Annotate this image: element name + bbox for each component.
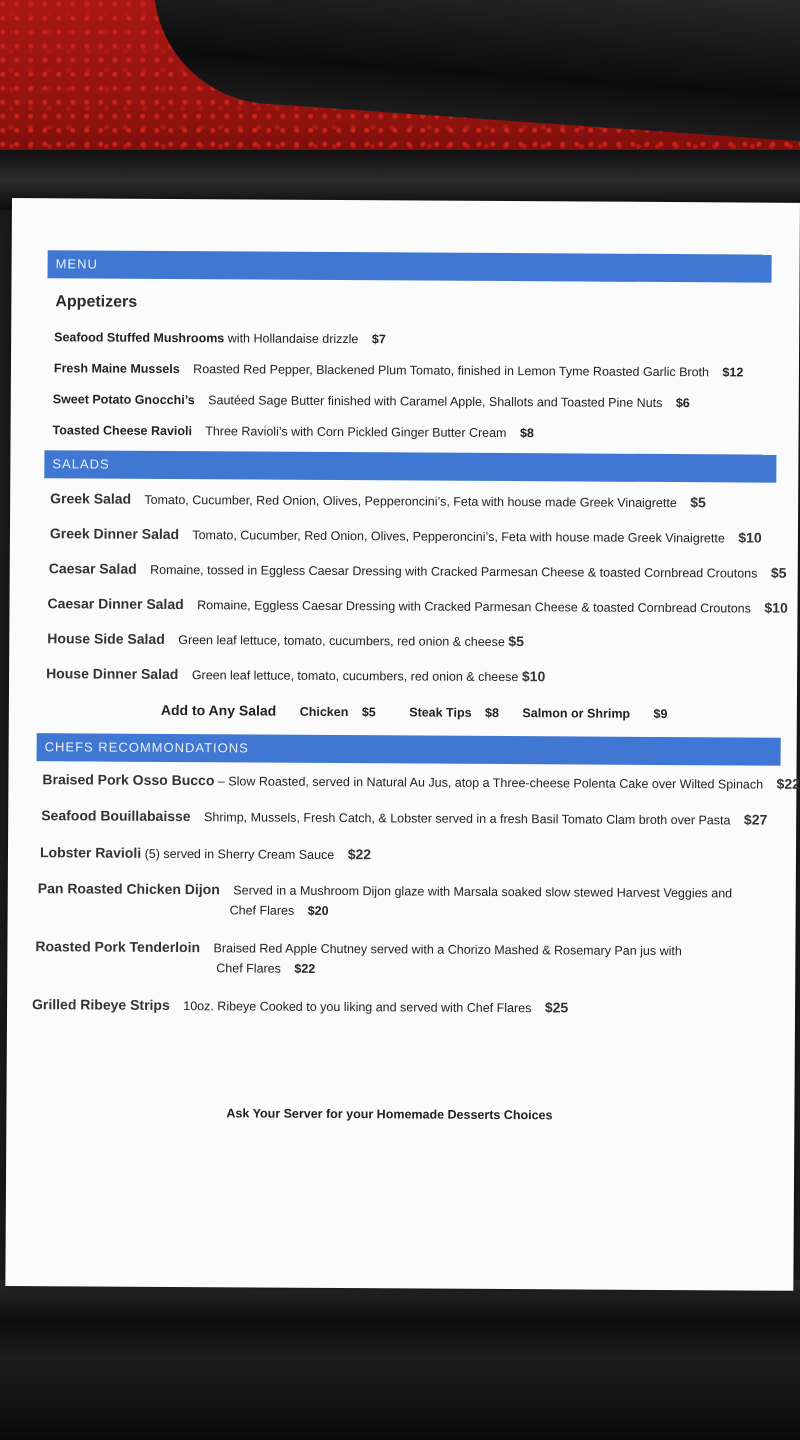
add-option-name: Salmon or Shrimp [522, 706, 631, 721]
item-desc: Green leaf lettuce, tomato, cucumbers, red onion & cheese [191, 668, 519, 685]
chef-item-continued [230, 903, 329, 918]
chef-item [41, 807, 767, 827]
item-name: Roasted Pork Tenderloin [35, 938, 201, 956]
chef-item-continued [216, 961, 315, 976]
appetizer-item [53, 392, 690, 410]
item-price: $6 [675, 396, 690, 411]
item-price: $22 [776, 775, 800, 792]
item-desc: Three Ravioli’s with Corn Pickled Ginger Butter Cream [205, 424, 507, 441]
item-desc: 10oz. Ribeye Cooked to you liking and served with Chef Flares [183, 999, 532, 1016]
item-name: Seafood Bouillabaisse [41, 807, 191, 825]
chef-item [40, 844, 371, 862]
item-name: House Dinner Salad [46, 665, 179, 683]
item-name: Pan Roasted Chicken Dijon [37, 880, 220, 898]
item-price: $25 [544, 999, 569, 1016]
salad-item [50, 525, 762, 545]
chef-item [35, 938, 682, 958]
appetizer-item [54, 330, 386, 346]
item-desc: Braised Red Apple Chutney served with a Chorizo Mashed & Rosemary Pan jus with [213, 941, 682, 959]
item-price: $5 [508, 633, 524, 650]
salad-item [46, 665, 545, 684]
add-to-salad-label: Add to Any Salad [160, 701, 277, 719]
item-name: Seafood Stuffed Mushrooms [54, 330, 225, 346]
item-name: Fresh Maine Mussels [53, 361, 180, 377]
section-header-menu: MENU [48, 250, 772, 282]
chef-item [38, 880, 732, 900]
item-name: Toasted Cheese Ravioli [52, 423, 193, 439]
item-name: Caesar Salad [48, 560, 137, 577]
item-name: Grilled Ribeye Strips [32, 996, 170, 1013]
salad-item [47, 630, 524, 649]
item-desc: (5) served in Sherry Cream Sauce [144, 846, 335, 862]
add-option-price: $8 [485, 705, 499, 720]
desserts-note: Ask Your Server for your Homemade Desserts Choices [226, 1106, 553, 1123]
add-option-name: Chicken [299, 704, 349, 720]
section-header-chefs-recommendations: CHEFS RECOMMONDATIONS [37, 733, 781, 766]
menu-folder-bottom-edge [0, 1280, 800, 1440]
item-desc-line2: Chef Flares [216, 961, 281, 976]
item-desc: Tomato, Cucumber, Red Onion, Olives, Pepperoncini’s, Feta with house made Greek Vinaigrette [144, 492, 677, 511]
add-option-price: $9 [653, 706, 668, 722]
item-price: $10 [738, 529, 762, 546]
item-desc: Tomato, Cucumber, Red Onion, Olives, Pepperoncini’s, Feta with house made Greek Vinaigrette [192, 528, 725, 546]
item-price: $22 [347, 846, 372, 863]
item-desc: Shrimp, Mussels, Fresh Catch, & Lobster served in a fresh Basil Tomato Clam broth over Pasta [204, 810, 731, 828]
appetizers-heading: Appetizers [55, 293, 138, 311]
appetizer-item [53, 423, 534, 440]
salad-item [47, 595, 787, 616]
item-desc: – Slow Roasted, served in Natural Au Jus, atop a Three-cheese Polenta Cake over Wilted Spinach [217, 774, 764, 792]
item-price: $10 [521, 668, 546, 685]
item-price: $5 [770, 564, 787, 581]
item-desc: Green leaf lettuce, tomato, cucumbers, red onion & cheese [178, 633, 505, 650]
chef-item [32, 996, 568, 1015]
item-name: Sweet Potato Gnocchi’s [52, 392, 195, 408]
item-name: Caesar Dinner Salad [47, 595, 184, 613]
item-price: $27 [743, 811, 768, 828]
item-desc: Romaine, tossed in Eggless Caesar Dressing with Cracked Parmesan Cheese & toasted Cornbread Croutons [150, 562, 758, 581]
item-name: House Side Salad [47, 630, 165, 647]
item-name: Lobster Ravioli [39, 844, 142, 861]
item-price: $10 [764, 599, 788, 616]
item-price: $20 [307, 903, 329, 918]
salad-item [50, 490, 706, 510]
item-desc: with Hollandaise drizzle [227, 331, 359, 347]
item-desc: Served in a Mushroom Dijon glaze with Marsala soaked slow stewed Harvest Veggies and [233, 883, 733, 901]
item-desc: Sautéed Sage Butter finished with Caramel Apple, Shallots and Toasted Pine Nuts [208, 393, 663, 410]
item-desc-line2: Chef Flares [229, 903, 295, 918]
item-price: $12 [722, 365, 744, 380]
menu-page [5, 198, 800, 1291]
item-name: Greek Salad [50, 490, 132, 507]
item-price: $7 [371, 332, 386, 347]
item-desc: Roasted Red Pepper, Blackened Plum Tomato, finished in Lemon Tyme Roasted Garlic Broth [193, 362, 710, 380]
add-option-price: $5 [361, 705, 376, 720]
appetizer-item [54, 361, 743, 379]
item-desc: Romaine, Eggless Caesar Dressing with Cracked Parmesan Cheese & toasted Cornbread Croutons [197, 598, 751, 616]
add-to-salad-row [161, 702, 668, 721]
section-header-salads: SALADS [44, 450, 776, 482]
item-price: $8 [519, 426, 534, 441]
item-price: $22 [294, 961, 316, 976]
add-option-name: Steak Tips [409, 705, 472, 720]
chef-item [42, 771, 800, 792]
item-name: Braised Pork Osso Bucco [42, 771, 215, 789]
salad-item [49, 560, 787, 581]
item-price: $5 [690, 494, 706, 511]
item-name: Greek Dinner Salad [49, 525, 180, 543]
